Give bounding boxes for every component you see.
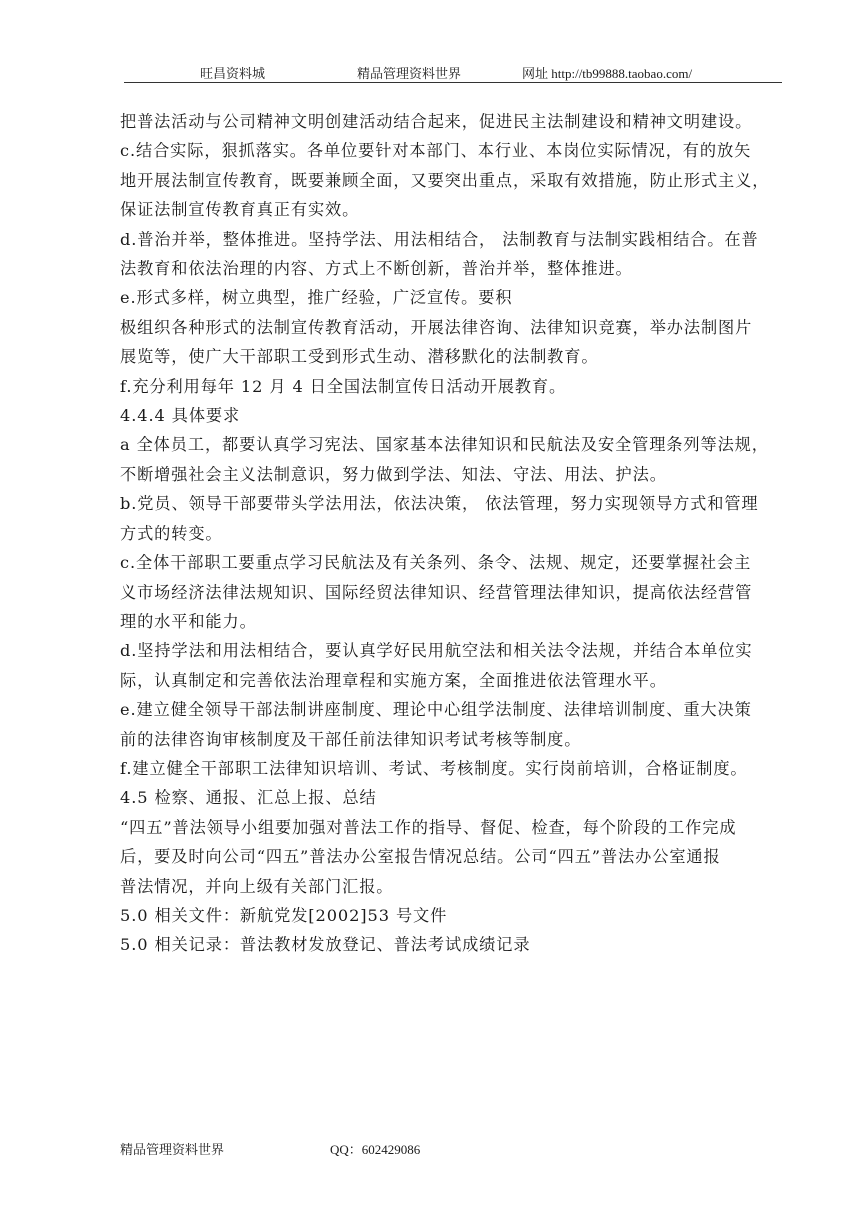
text-line: f.建立健全干部职工法律知识培训、考试、考核制度。实行岗前培训，合格证制度。 — [120, 758, 748, 778]
text-line: 地开展法制宣传教育，既要兼顾全面，又要突出重点，采取有效措施，防止形式主义， — [120, 170, 770, 190]
header-middle-text: 精品管理资料世界 — [357, 66, 462, 81]
page-header — [124, 60, 782, 83]
text-line: 不断增强社会主义法制意识，努力做到学法、知法、守法、用法、护法。 — [120, 464, 667, 484]
text-line: 极组织各种形式的法制宣传教育活动，开展法律咨询、法律知识竞赛，举办法制图片 — [120, 317, 753, 337]
text-line: c.结合实际，狠抓落实。各单位要针对本部门、本行业、本岗位实际情况，有的放矢 — [120, 141, 752, 161]
footer-left-text: 精品管理资料世界 — [120, 1142, 225, 1157]
text-line: 把普法活动与公司精神文明创建活动结合起来，促进民主法制建设和精神文明建设。 — [120, 112, 753, 131]
text-line: 保证法制宣传教育真正有实效。 — [120, 200, 360, 220]
text-line: 法教育和依法治理的内容、方式上不断创新，普治并举，整体推进。 — [120, 259, 633, 279]
text-line: e.形式多样，树立典型，推广经验，广泛宣传。要积 — [120, 288, 513, 308]
text-line: 5.0 相关记录：普法教材发放登记、普法考试成绩记录 — [120, 935, 531, 955]
text-line: d.坚持学法和用法相结合，要认真学好民用航空法和相关法令法规，并结合本单位实 — [120, 641, 753, 661]
text-line: “四五”普法领导小组要加强对普法工作的指导、督促、检查，每个阶段的工作完成 — [120, 817, 737, 837]
text-line: 义市场经济法律法规知识、国际经贸法律知识、经营管理法律知识，提高依法经营管 — [120, 582, 753, 602]
text-line: 后，要及时向公司“四五”普法办公室报告情况总结。公司“四五”普法办公室通报 — [120, 847, 721, 867]
text-line: d.普治并举，整体推进。坚持学法、用法相结合， 法制教育与法制实践相结合。在普 — [120, 229, 759, 249]
text-line: c.全体干部职工要重点学习民航法及有关条列、条令、法规、规定，还要掌握社会主 — [120, 553, 752, 573]
text-line: 理的水平和能力。 — [120, 611, 257, 631]
text-line: a 全体员工，都要认真学习宪法、国家基本法律知识和民航法及安全管理条列等法规， — [120, 435, 769, 455]
header-left-text: 旺昌资料城 — [200, 66, 266, 81]
text-line: 展览等，使广大干部职工受到形式生动、潜移默化的法制教育。 — [120, 347, 599, 367]
text-line: b.党员、领导干部要带头学法用法，依法决策， 依法管理，努力实现领导方式和管理 — [120, 494, 759, 514]
page-footer — [120, 1139, 784, 1159]
text-line: 前的法律咨询审核制度及干部任前法律知识考试考核等制度。 — [120, 729, 582, 749]
text-line: 方式的转变。 — [120, 523, 223, 543]
footer-qq-text: QQ：602429086 — [330, 1142, 421, 1157]
text-line: 普法情况，并向上级有关部门汇报。 — [120, 876, 394, 896]
text-line: 5.0 相关文件：新航党发[2002]53 号文件 — [120, 905, 448, 925]
section-heading: 4.4.4 具体要求 — [120, 406, 241, 426]
text-line: 际，认真制定和完善依法治理章程和实施方案，全面推进依法管理水平。 — [120, 670, 667, 690]
document-body — [120, 107, 784, 960]
header-url-text: 网址 http://tb99888.taobao.com/ — [522, 66, 693, 81]
section-heading: 4.5 检察、通报、汇总上报、总结 — [120, 788, 377, 808]
text-line: f.充分利用每年 12 月 4 日全国法制宣传日活动开展教育。 — [120, 376, 567, 396]
text-line: e.建立健全领导干部法制讲座制度、理论中心组学法制度、法律培训制度、重大决策 — [120, 700, 752, 720]
